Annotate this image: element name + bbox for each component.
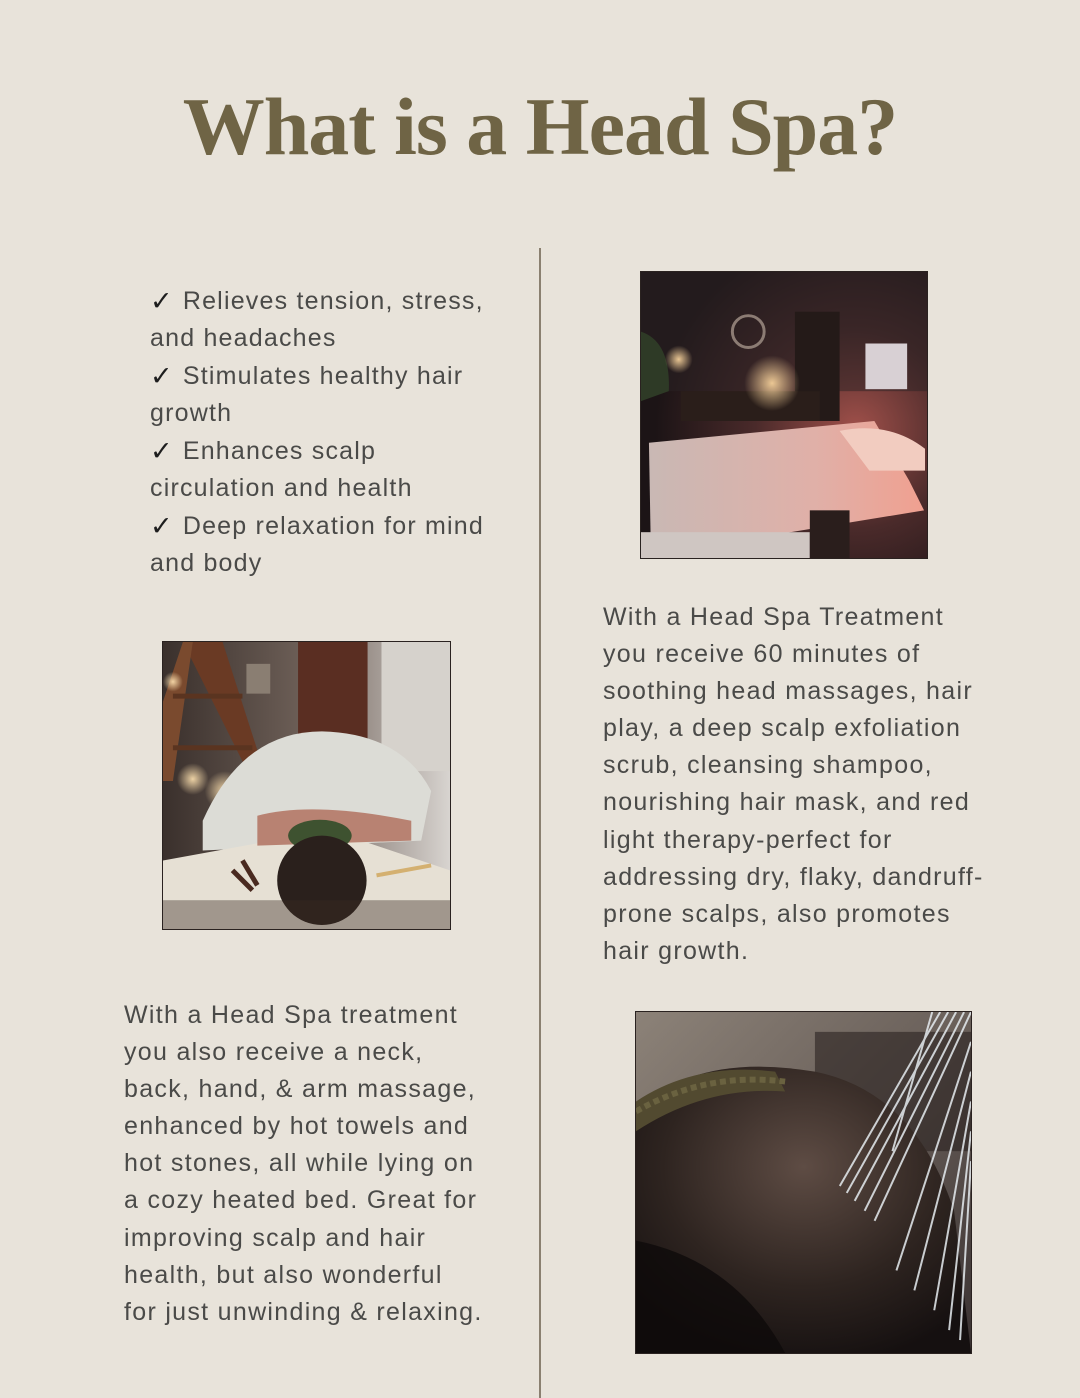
check-icon: ✓ xyxy=(150,361,174,391)
scalp-rinse-photo xyxy=(635,1011,972,1354)
benefit-item xyxy=(150,357,510,432)
benefit-item xyxy=(150,432,510,507)
page-title: What is a Head Spa? xyxy=(182,81,898,172)
benefit-text: Stimulates healthy hair growth xyxy=(150,362,464,427)
spa-room-photo xyxy=(640,271,928,559)
benefit-item xyxy=(150,507,510,582)
benefit-text: Relieves tension, stress, and headaches xyxy=(150,287,484,352)
client-massage-photo xyxy=(162,641,451,930)
check-icon: ✓ xyxy=(150,286,174,316)
benefit-text: Enhances scalp circulation and health xyxy=(150,437,413,502)
extras-description: With a Head Spa treatment you also receive a neck, back, hand, & arm massage, enhanced by hot towels and hot stones, all while lying on a cozy heated bed. Great for improving scalp and hair health, but also wonderful for just unwinding & relaxing. xyxy=(124,1001,483,1326)
benefit-item xyxy=(150,282,510,357)
check-icon: ✓ xyxy=(150,436,174,466)
benefit-text: Deep relaxation for mind and body xyxy=(150,512,484,577)
center-divider xyxy=(539,248,541,1398)
check-icon: ✓ xyxy=(150,511,174,541)
benefits-list xyxy=(150,282,510,582)
treatment-description: With a Head Spa Treatment you receive 60 minutes of soothing head massages, hair play, a deep scalp exfoliation scrub, cleansing shampoo, nourishing hair mask, and red light therapy-perfect for addressing dry, flaky, dandruff-prone scalps, also promotes hair growth. xyxy=(603,603,984,965)
